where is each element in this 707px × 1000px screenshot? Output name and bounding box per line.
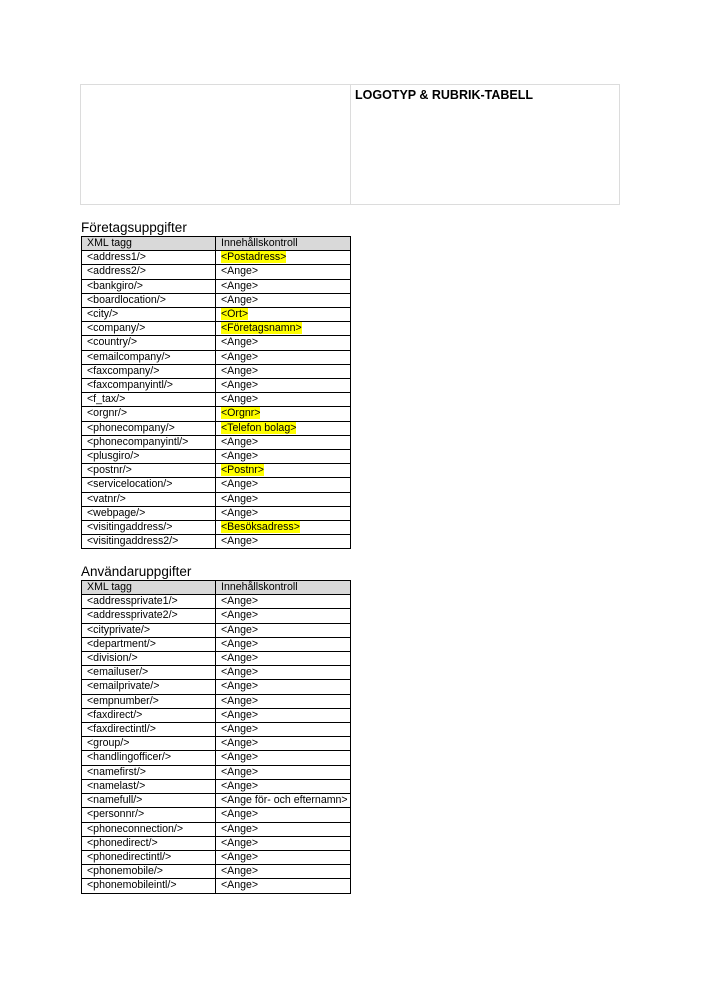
content-control-cell bbox=[216, 322, 351, 336]
xml-tag-cell: <department/> bbox=[82, 637, 216, 651]
content-control-cell bbox=[216, 666, 351, 680]
content-control-cell bbox=[216, 609, 351, 623]
content-control-cell bbox=[216, 293, 351, 307]
table-row bbox=[82, 279, 351, 293]
table-row bbox=[82, 666, 351, 680]
table-row bbox=[82, 535, 351, 549]
xml-tag-cell: <address1/> bbox=[82, 251, 216, 265]
xml-tag-cell: <phonedirectintl/> bbox=[82, 851, 216, 865]
xml-tag-cell: <phonecompany/> bbox=[82, 421, 216, 435]
table-row bbox=[82, 623, 351, 637]
content-control-value: <Ange> bbox=[221, 478, 259, 491]
content-control-cell bbox=[216, 794, 351, 808]
xml-tag-cell: <visitingaddress2/> bbox=[82, 535, 216, 549]
content-control-cell bbox=[216, 765, 351, 779]
xml-tag-cell: <faxdirect/> bbox=[82, 708, 216, 722]
company-table bbox=[81, 236, 351, 549]
content-control-cell bbox=[216, 393, 351, 407]
table-row bbox=[82, 506, 351, 520]
content-control-value: <Ange> bbox=[221, 379, 259, 392]
xml-tag-cell: <emailprivate/> bbox=[82, 680, 216, 694]
logo-header-table bbox=[80, 84, 620, 205]
table-row bbox=[82, 779, 351, 793]
table-row bbox=[82, 421, 351, 435]
title-cell bbox=[351, 85, 620, 205]
content-control-cell bbox=[216, 492, 351, 506]
xml-tag-cell: <phonemobile/> bbox=[82, 865, 216, 879]
content-control-value: <Ange> bbox=[221, 265, 259, 278]
content-control-value: <Ange> bbox=[221, 808, 259, 821]
xml-tag-cell: <webpage/> bbox=[82, 506, 216, 520]
table-row bbox=[82, 737, 351, 751]
xml-tag-cell: <phonemobileintl/> bbox=[82, 879, 216, 893]
table-row bbox=[82, 680, 351, 694]
xml-tag-cell: <namefull/> bbox=[82, 794, 216, 808]
xml-tag-cell: <emailuser/> bbox=[82, 666, 216, 680]
content-control-value: <Telefon bolag> bbox=[221, 421, 297, 434]
table-row bbox=[82, 350, 351, 364]
content-control-value: <Ange> bbox=[221, 765, 259, 778]
content-control-cell bbox=[216, 350, 351, 364]
content-control-value: <Ange> bbox=[221, 680, 259, 693]
content-control-cell bbox=[216, 623, 351, 637]
content-control-cell bbox=[216, 435, 351, 449]
content-control-cell bbox=[216, 865, 351, 879]
table-row bbox=[82, 308, 351, 322]
table-row bbox=[82, 723, 351, 737]
table-row bbox=[82, 851, 351, 865]
content-control-value: <Ort> bbox=[221, 308, 249, 321]
table-row bbox=[82, 478, 351, 492]
content-control-value: <Postnr> bbox=[221, 464, 264, 477]
content-control-value: <Ange> bbox=[221, 609, 259, 622]
xml-tag-cell: <bankgiro/> bbox=[82, 279, 216, 293]
table-row bbox=[82, 322, 351, 336]
xml-tag-cell: <faxcompanyintl/> bbox=[82, 379, 216, 393]
content-control-cell bbox=[216, 879, 351, 893]
content-control-cell bbox=[216, 506, 351, 520]
xml-tag-cell: <phoneconnection/> bbox=[82, 822, 216, 836]
content-control-cell bbox=[216, 708, 351, 722]
xml-tag-cell: <handlingofficer/> bbox=[82, 751, 216, 765]
content-control-value: <Ange> bbox=[221, 865, 259, 878]
user-table bbox=[81, 580, 351, 894]
xml-tag-cell: <namefirst/> bbox=[82, 765, 216, 779]
xml-tag-cell: <company/> bbox=[82, 322, 216, 336]
content-control-cell bbox=[216, 336, 351, 350]
table-row bbox=[82, 879, 351, 893]
table-row bbox=[82, 464, 351, 478]
content-control-value: <Ange för- och efternamn> bbox=[221, 794, 348, 807]
content-control-value: <Ange> bbox=[221, 737, 259, 750]
table-row bbox=[82, 794, 351, 808]
content-control-cell bbox=[216, 364, 351, 378]
xml-tag-cell: <cityprivate/> bbox=[82, 623, 216, 637]
content-control-cell bbox=[216, 737, 351, 751]
table-row bbox=[82, 694, 351, 708]
table-row bbox=[82, 379, 351, 393]
content-control-value: <Ange> bbox=[221, 751, 259, 764]
table-row bbox=[82, 450, 351, 464]
content-control-value: <Ange> bbox=[221, 637, 259, 650]
content-control-value: <Ange> bbox=[221, 393, 259, 406]
xml-tag-cell: <servicelocation/> bbox=[82, 478, 216, 492]
table-row bbox=[82, 595, 351, 609]
xml-tag-cell: <orgnr/> bbox=[82, 407, 216, 421]
xml-tag-cell: <boardlocation/> bbox=[82, 293, 216, 307]
content-control-cell bbox=[216, 637, 351, 651]
content-control-cell bbox=[216, 407, 351, 421]
company-table-header bbox=[82, 237, 351, 251]
content-control-value: <Postadress> bbox=[221, 251, 287, 264]
xml-tag-cell: <empnumber/> bbox=[82, 694, 216, 708]
xml-tag-cell: <postnr/> bbox=[82, 464, 216, 478]
content-control-cell bbox=[216, 478, 351, 492]
header-title: LOGOTYP & RUBRIK-TABELL bbox=[355, 88, 534, 102]
content-control-value: <Ange> bbox=[221, 723, 259, 736]
content-control-value: <Ange> bbox=[221, 822, 259, 835]
content-control-cell bbox=[216, 464, 351, 478]
user-col-xml-tag: XML tagg bbox=[82, 581, 216, 595]
xml-tag-cell: <addressprivate1/> bbox=[82, 595, 216, 609]
xml-tag-cell: <faxdirectintl/> bbox=[82, 723, 216, 737]
content-control-value: <Ange> bbox=[221, 708, 259, 721]
company-col-content-control: Innehållskontroll bbox=[216, 237, 351, 251]
table-row bbox=[82, 765, 351, 779]
content-control-value: <Ange> bbox=[221, 336, 259, 349]
content-control-value: <Ange> bbox=[221, 666, 259, 679]
content-control-value: <Ange> bbox=[221, 652, 259, 665]
xml-tag-cell: <phonedirect/> bbox=[82, 836, 216, 850]
content-control-cell bbox=[216, 421, 351, 435]
user-table-header bbox=[82, 581, 351, 595]
content-control-cell bbox=[216, 751, 351, 765]
table-row bbox=[82, 251, 351, 265]
table-row bbox=[82, 336, 351, 350]
content-control-value: <Ange> bbox=[221, 694, 259, 707]
table-row bbox=[82, 865, 351, 879]
table-row bbox=[82, 364, 351, 378]
xml-tag-cell: <city/> bbox=[82, 308, 216, 322]
content-control-value: <Ange> bbox=[221, 492, 259, 505]
xml-tag-cell: <group/> bbox=[82, 737, 216, 751]
content-control-cell bbox=[216, 279, 351, 293]
table-row bbox=[82, 521, 351, 535]
content-control-value: <Ange> bbox=[221, 435, 259, 448]
content-control-cell bbox=[216, 308, 351, 322]
content-control-cell bbox=[216, 836, 351, 850]
content-control-cell bbox=[216, 779, 351, 793]
content-control-value: <Orgnr> bbox=[221, 407, 261, 420]
content-control-cell bbox=[216, 450, 351, 464]
content-control-cell bbox=[216, 680, 351, 694]
content-control-value: <Företagsnamn> bbox=[221, 322, 302, 335]
user-col-content-control: Innehållskontroll bbox=[216, 581, 351, 595]
content-control-cell bbox=[216, 379, 351, 393]
table-row bbox=[82, 652, 351, 666]
content-control-value: <Ange> bbox=[221, 779, 259, 792]
content-control-cell bbox=[216, 652, 351, 666]
xml-tag-cell: <addressprivate2/> bbox=[82, 609, 216, 623]
table-row bbox=[82, 637, 351, 651]
logo-cell bbox=[81, 85, 351, 205]
content-control-value: <Ange> bbox=[221, 506, 259, 519]
content-control-value: <Ange> bbox=[221, 279, 259, 292]
content-control-value: <Ange> bbox=[221, 364, 259, 377]
table-row bbox=[82, 293, 351, 307]
content-control-value: <Ange> bbox=[221, 879, 259, 892]
content-control-cell bbox=[216, 851, 351, 865]
table-row bbox=[82, 393, 351, 407]
table-row bbox=[82, 751, 351, 765]
xml-tag-cell: <faxcompany/> bbox=[82, 364, 216, 378]
content-control-value: <Ange> bbox=[221, 450, 259, 463]
company-section-heading: Företagsuppgifter bbox=[81, 220, 187, 235]
content-control-value: <Ange> bbox=[221, 595, 259, 608]
table-row bbox=[82, 435, 351, 449]
xml-tag-cell: <division/> bbox=[82, 652, 216, 666]
content-control-value: <Ange> bbox=[221, 836, 259, 849]
content-control-value: <Ange> bbox=[221, 535, 259, 548]
xml-tag-cell: <f_tax/> bbox=[82, 393, 216, 407]
content-control-value: <Ange> bbox=[221, 851, 259, 864]
content-control-cell bbox=[216, 265, 351, 279]
content-control-value: <Ange> bbox=[221, 350, 259, 363]
content-control-value: <Ange> bbox=[221, 623, 259, 636]
xml-tag-cell: <namelast/> bbox=[82, 779, 216, 793]
xml-tag-cell: <country/> bbox=[82, 336, 216, 350]
xml-tag-cell: <address2/> bbox=[82, 265, 216, 279]
company-col-xml-tag: XML tagg bbox=[82, 237, 216, 251]
xml-tag-cell: <vatnr/> bbox=[82, 492, 216, 506]
content-control-value: <Ange> bbox=[221, 293, 259, 306]
content-control-cell bbox=[216, 822, 351, 836]
content-control-value: <Besöksadress> bbox=[221, 521, 300, 534]
content-control-cell bbox=[216, 723, 351, 737]
xml-tag-cell: <phonecompanyintl/> bbox=[82, 435, 216, 449]
table-row bbox=[82, 822, 351, 836]
xml-tag-cell: <visitingaddress/> bbox=[82, 521, 216, 535]
table-row bbox=[82, 265, 351, 279]
xml-tag-cell: <emailcompany/> bbox=[82, 350, 216, 364]
content-control-cell bbox=[216, 808, 351, 822]
content-control-cell bbox=[216, 595, 351, 609]
table-row bbox=[82, 609, 351, 623]
xml-tag-cell: <personnr/> bbox=[82, 808, 216, 822]
content-control-cell bbox=[216, 535, 351, 549]
table-row bbox=[82, 407, 351, 421]
content-control-cell bbox=[216, 694, 351, 708]
table-row bbox=[82, 808, 351, 822]
table-row bbox=[82, 492, 351, 506]
xml-tag-cell: <plusgiro/> bbox=[82, 450, 216, 464]
content-control-cell bbox=[216, 521, 351, 535]
content-control-cell bbox=[216, 251, 351, 265]
user-section-heading: Användaruppgifter bbox=[81, 564, 192, 579]
table-row bbox=[82, 708, 351, 722]
table-row bbox=[82, 836, 351, 850]
